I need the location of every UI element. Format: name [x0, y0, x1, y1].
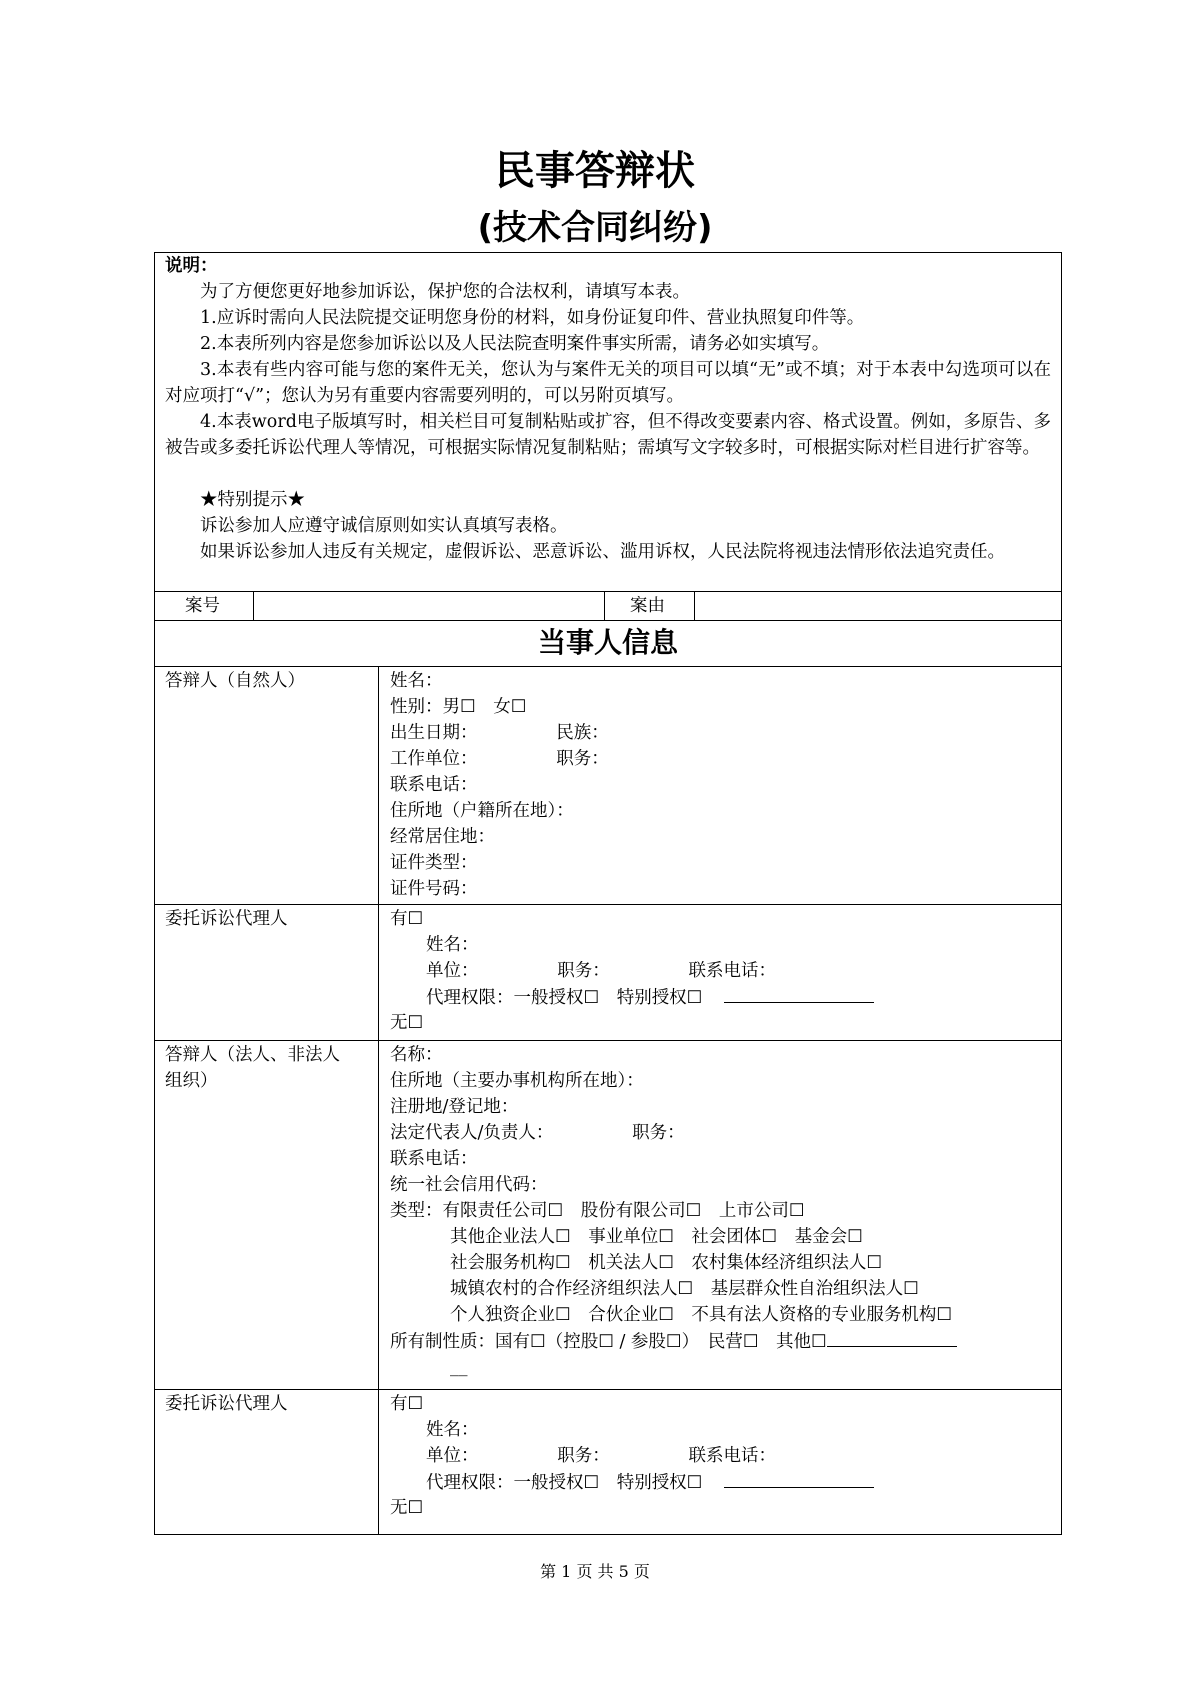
document-title: 民事答辩状	[495, 148, 695, 194]
instructions-p6: 如果诉讼参加人违反有关规定，虚假诉讼、恶意诉讼、滥用诉权，人民法院将视违法情形依法追究责任。	[200, 542, 1005, 562]
legal-type-line-3: 社会服务机构☐ 机关法人☐ 农村集体经济组织法人☐	[450, 1253, 883, 1273]
case-cause-label: 案由	[630, 596, 665, 616]
agent2-no-checkbox[interactable]: 无☐	[390, 1498, 424, 1518]
section-title: 当事人信息	[537, 626, 678, 659]
legal-name-line: 名称：	[390, 1045, 443, 1065]
instructions-p3: 3.本表有些内容可能与您的案件无关，您认为与案件无关的项目可以填“无”或不填；对于本表中勾选项可以在对应项打“√”；您认为另有重要内容需要列明的，可以另附页填写。	[165, 360, 1051, 406]
page-footer: 第 1 页 共 5 页	[540, 1562, 650, 1581]
instructions-p5: 诉讼参加人应遵守诚信原则如实认真填写表格。	[200, 516, 568, 536]
special-notice: ★特别提示★	[200, 490, 305, 510]
agent2-unit-line: 单位： 职务： 联系电话：	[426, 1446, 776, 1466]
natural-person-label: 答辩人（自然人）	[165, 671, 305, 691]
natural-id-type-line: 证件类型：	[390, 853, 478, 873]
legal-type-line: 类型：有限责任公司☐ 股份有限公司☐ 上市公司☐	[390, 1201, 805, 1221]
agent2-authority-blank[interactable]	[724, 1469, 874, 1488]
legal-type-line-2: 其他企业法人☐ 事业单位☐ 社会团体☐ 基金会☐	[450, 1227, 863, 1247]
legal-credit-code-line: 统一社会信用代码：	[390, 1175, 548, 1195]
agent2-authority-text: 代理权限：一般授权☐ 特别授权☐	[426, 1473, 703, 1493]
legal-ownership-blank[interactable]	[827, 1328, 957, 1347]
document-subtitle: (技术合同纠纷)	[477, 208, 713, 248]
instructions-p0: 为了方便您更好地参加诉讼，保护您的合法权利，请填写本表。	[200, 282, 690, 302]
legal-type-line-5: 个人独资企业☐ 合伙企业☐ 不具有法人资格的专业服务机构☐	[450, 1305, 953, 1325]
legal-ownership-text: 所有制性质：国有☐（控股☐ / 参股☐） 民营☐ 其他☐	[390, 1332, 827, 1352]
agent1-unit-line: 单位： 职务： 联系电话：	[426, 961, 776, 981]
case-number-field[interactable]	[255, 593, 602, 617]
agent1-name-line: 姓名：	[426, 935, 479, 955]
agent2-name-line: 姓名：	[426, 1420, 479, 1440]
legal-person-label-1: 答辩人（法人、非法人	[165, 1045, 340, 1065]
agent2-yes-checkbox[interactable]: 有☐	[390, 1394, 424, 1414]
natural-work-line: 工作单位： 职务：	[390, 749, 609, 769]
agent1-authority-line	[426, 984, 874, 1011]
natural-id-number-line: 证件号码：	[390, 879, 478, 899]
case-number-label: 案号	[185, 596, 220, 616]
instructions-p2: 2.本表所列内容是您参加诉讼以及人民法院查明案件事实所需，请务必如实填写。	[200, 334, 830, 354]
natural-residence-line: 经常居住地：	[390, 827, 495, 847]
legal-registration-line: 注册地/登记地：	[390, 1097, 519, 1117]
legal-phone-line: 联系电话：	[390, 1149, 478, 1169]
instructions-heading: 说明：	[165, 256, 218, 276]
instructions-p1: 1.应诉时需向人民法院提交证明您身份的材料，如身份证复印件、营业执照复印件等。	[200, 308, 865, 328]
legal-ownership-tail: __	[450, 1357, 468, 1377]
agent1-yes-checkbox[interactable]: 有☐	[390, 909, 424, 929]
agent2-label: 委托诉讼代理人	[165, 1394, 288, 1414]
legal-representative-line: 法定代表人/负责人： 职务：	[390, 1123, 685, 1143]
agent2-authority-line	[426, 1469, 874, 1496]
legal-person-label-2: 组织）	[165, 1071, 218, 1091]
legal-domicile-line: 住所地（主要办事机构所在地）：	[390, 1071, 644, 1091]
natural-gender-line: 性别：男☐ 女☐	[390, 697, 527, 717]
natural-name-line: 姓名：	[390, 671, 443, 691]
agent1-label: 委托诉讼代理人	[165, 909, 288, 929]
instructions-p4: 4.本表word电子版填写时，相关栏目可复制粘贴或扩容，但不得改变要素内容、格式设置。例如，多原告、多被告或多委托诉讼代理人等情况，可根据实际情况复制粘贴；需填写文字较多时，可根据实际对栏目进行扩容等。	[165, 412, 1051, 458]
agent1-authority-text: 代理权限：一般授权☐ 特别授权☐	[426, 988, 703, 1008]
legal-ownership-line	[390, 1328, 957, 1355]
agent1-authority-blank[interactable]	[724, 984, 874, 1003]
natural-domicile-line: 住所地（户籍所在地）：	[390, 801, 574, 821]
legal-type-line-4: 城镇农村的合作经济组织法人☐ 基层群众性自治组织法人☐	[450, 1279, 919, 1299]
natural-phone-line: 联系电话：	[390, 775, 478, 795]
natural-birth-line: 出生日期： 民族：	[390, 723, 609, 743]
agent1-no-checkbox[interactable]: 无☐	[390, 1013, 424, 1033]
case-cause-field[interactable]	[696, 593, 1060, 617]
